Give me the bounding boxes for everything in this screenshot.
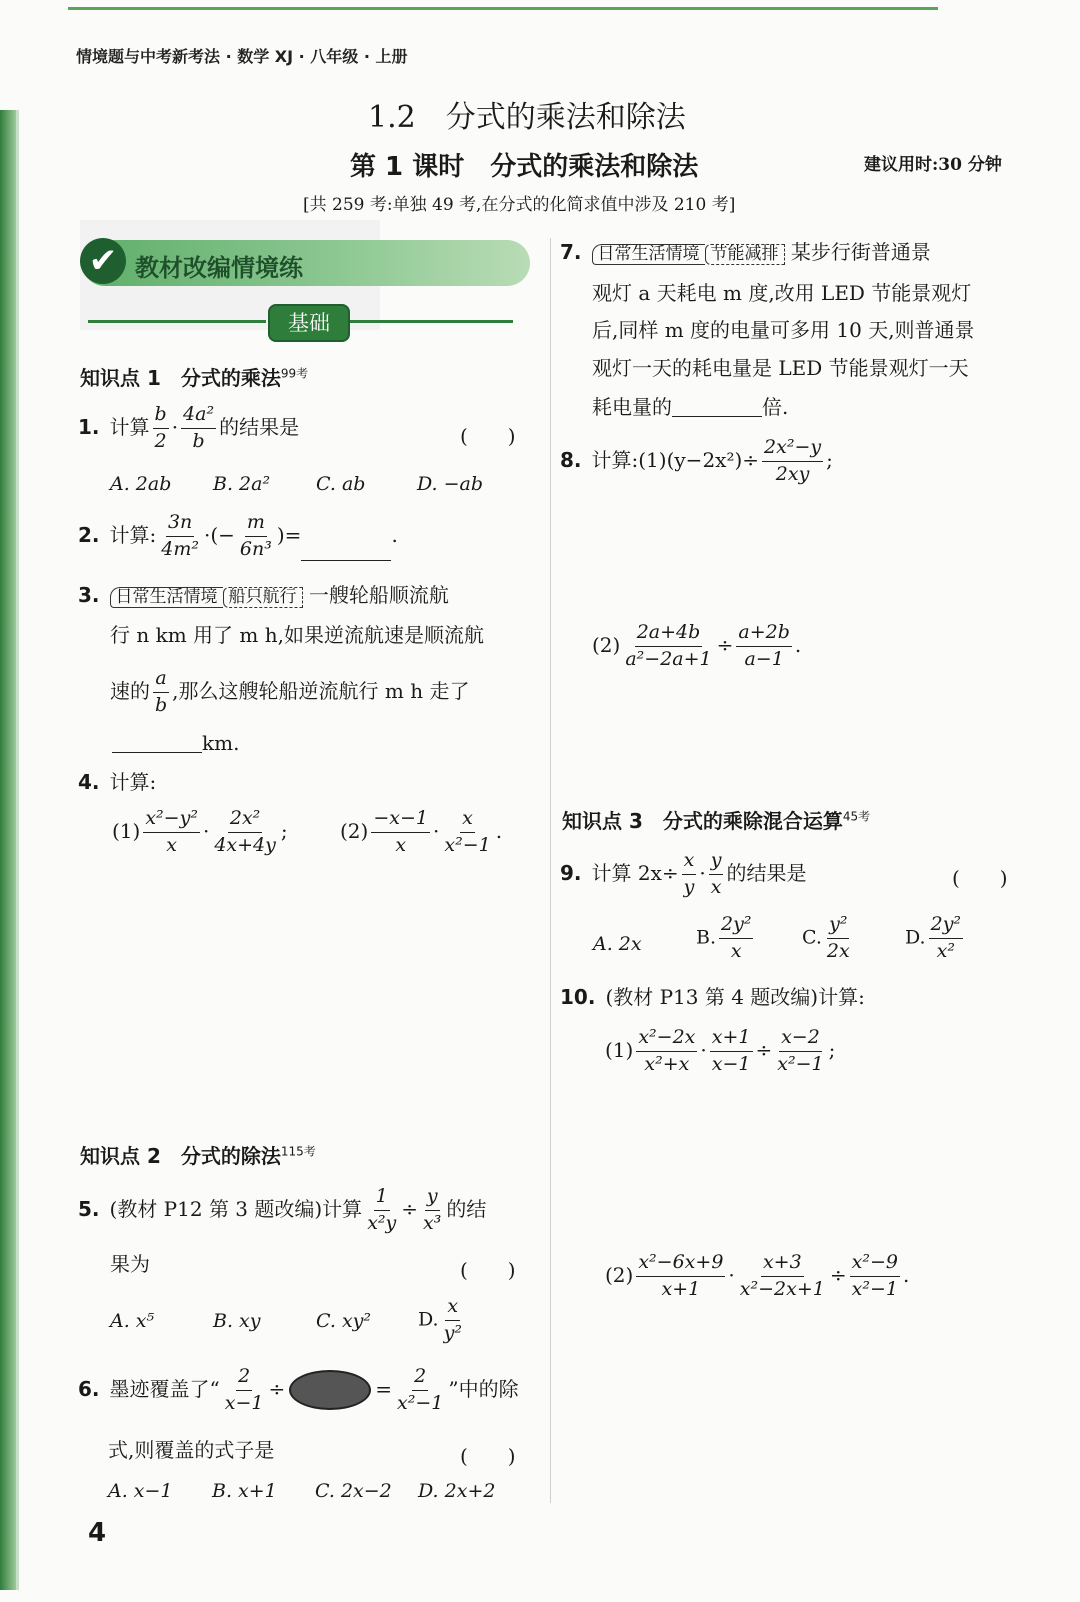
denominator: 2 xyxy=(154,429,167,452)
q5-line-2: 果为 xyxy=(110,1252,150,1276)
option-b[interactable]: B. 2a² xyxy=(213,473,271,495)
question-2 xyxy=(78,512,398,561)
numerator: x²−6x+9 xyxy=(636,1252,725,1277)
fraction xyxy=(442,1296,464,1345)
q10-part-2 xyxy=(605,1252,909,1301)
part-label: (2) xyxy=(340,818,369,843)
denominator: x² xyxy=(936,939,955,962)
question-number: 10. xyxy=(560,985,596,1009)
numerator: a xyxy=(153,668,168,693)
q7-line-2: 观灯 a 天耗电 m 度,改用 LED 节能景观灯 xyxy=(592,281,972,305)
denominator: x−1 xyxy=(711,1052,751,1075)
knowledge-point-3 xyxy=(562,805,870,834)
q-text: 计算: xyxy=(109,770,157,794)
operator: · xyxy=(171,414,179,439)
kp-count: 45考 xyxy=(842,809,871,824)
denominator: x³ xyxy=(423,1211,442,1234)
option-a[interactable]: A. x−1 xyxy=(108,1480,173,1502)
q10-part-1 xyxy=(605,1027,835,1076)
checkmark-icon: ✔ xyxy=(80,238,126,284)
part-label: (2) xyxy=(592,632,621,657)
denominator: y² xyxy=(443,1321,462,1344)
numerator: −x−1 xyxy=(371,808,430,833)
q-text: 耗电量的 xyxy=(592,395,672,419)
paren-close: )= xyxy=(276,522,302,547)
q-text: 的结果是 xyxy=(726,860,807,885)
numerator: 2 xyxy=(236,1366,252,1391)
option-label: C. xyxy=(802,926,822,949)
equals: = xyxy=(375,1376,393,1401)
denominator: x²−1 xyxy=(851,1277,898,1300)
numerator: b xyxy=(153,404,169,429)
punct: ; xyxy=(828,1037,836,1062)
fraction xyxy=(181,404,216,453)
numerator: x xyxy=(682,850,697,875)
numerator: 4a² xyxy=(181,404,216,429)
operator: · xyxy=(204,522,211,547)
fraction xyxy=(929,914,963,963)
numerator: 2 xyxy=(412,1366,428,1391)
kp-label: 知识点 3 分式的乘除混合运算 xyxy=(562,809,843,833)
fraction xyxy=(143,808,200,857)
fraction xyxy=(159,512,201,561)
denominator: x xyxy=(730,939,742,962)
page-number: 4 xyxy=(88,1518,107,1548)
book-title: 情境题与中考新考法 · 数学 XJ · 八年级 · 上册 xyxy=(76,47,408,66)
question-4 xyxy=(78,772,156,792)
q-text: 一艘轮船顺流航 xyxy=(308,583,449,607)
q3-line-2: 行 n km 用了 m h,如果逆流航速是顺流航 xyxy=(110,623,484,647)
fraction xyxy=(850,1252,900,1301)
q-text: 的结果是 xyxy=(219,414,300,439)
fraction xyxy=(736,622,792,671)
numerator: y² xyxy=(827,914,849,939)
numerator: x xyxy=(445,1296,460,1321)
option-label: D. xyxy=(905,926,926,949)
q-text: 计算 2x÷ xyxy=(591,860,679,885)
knowledge-point-2 xyxy=(80,1140,316,1169)
numerator: y xyxy=(709,850,724,875)
operator: ÷ xyxy=(829,1262,847,1287)
part-label: (2) xyxy=(605,1262,634,1287)
option-d[interactable] xyxy=(418,1296,467,1345)
knowledge-point-1 xyxy=(80,362,308,391)
denominator: x²+x xyxy=(644,1052,690,1075)
option-a[interactable]: A. 2ab xyxy=(110,473,172,495)
question-number: 7. xyxy=(560,240,582,264)
fraction xyxy=(709,850,724,899)
context-tag: 日常生活情境 xyxy=(110,587,223,608)
option-a[interactable]: A. x⁵ xyxy=(110,1310,155,1332)
question-1 xyxy=(78,404,299,453)
kp-label: 知识点 2 分式的除法 xyxy=(80,1144,281,1168)
q6-line-2: 式,则覆盖的式子是 xyxy=(108,1438,275,1462)
numerator: 3n xyxy=(166,512,194,537)
fraction xyxy=(238,512,274,561)
q-text: ”中的除 xyxy=(448,1376,519,1401)
section-title: 1.2 分式的乘法和除法 xyxy=(368,100,686,135)
fraction xyxy=(825,914,852,963)
q3-line-3 xyxy=(110,668,469,717)
kp-label: 知识点 1 分式的乘法 xyxy=(80,366,281,390)
numerator: 2y² xyxy=(719,914,753,939)
operator: · xyxy=(728,1262,735,1287)
option-d[interactable] xyxy=(905,914,966,963)
numerator: x+3 xyxy=(761,1252,804,1277)
part-label: (1) xyxy=(605,1037,634,1062)
question-number: 8. xyxy=(560,447,582,472)
top-rule xyxy=(68,7,938,10)
lesson-title: 第 1 课时 分式的乘法和除法 xyxy=(350,152,699,182)
denominator: x xyxy=(710,875,722,898)
punct: . xyxy=(794,632,802,657)
denominator: x−1 xyxy=(224,1391,264,1414)
fraction xyxy=(623,622,713,671)
q4-part-2 xyxy=(340,808,502,857)
denominator: x²−1 xyxy=(777,1052,824,1075)
q-text: 某步行街普通景 xyxy=(790,240,931,264)
operator: · xyxy=(202,818,210,843)
period: . xyxy=(391,522,398,547)
denominator: x xyxy=(395,833,407,856)
question-8 xyxy=(560,437,833,486)
fraction xyxy=(371,808,430,857)
fraction xyxy=(421,1186,443,1235)
fraction xyxy=(223,1366,266,1415)
denominator: b xyxy=(155,693,168,716)
paren-open: (− xyxy=(210,522,235,547)
question-9 xyxy=(560,850,806,899)
numerator: a+2b xyxy=(736,622,792,647)
numerator: x xyxy=(460,808,475,833)
fraction xyxy=(762,437,823,486)
denominator: x xyxy=(166,833,177,856)
option-label: B. xyxy=(696,926,717,949)
option-b[interactable]: B. x+1 xyxy=(212,1480,277,1502)
unit: km. xyxy=(202,731,240,755)
fraction xyxy=(442,808,492,857)
option-label: D. xyxy=(418,1308,439,1331)
answer-paren[interactable]: ( ) xyxy=(460,424,516,448)
exam-stats: [共 259 考:单独 49 考,在分式的化简求值中涉及 210 考] xyxy=(303,195,736,215)
q-text: 计算:(1)(y−2x²)÷ xyxy=(591,447,760,472)
denominator: x²y xyxy=(367,1211,397,1234)
answer-blank[interactable] xyxy=(672,398,762,417)
answer-blank[interactable] xyxy=(301,542,391,561)
question-5 xyxy=(78,1186,486,1235)
option-b[interactable]: B. xy xyxy=(213,1310,261,1332)
question-number: 2. xyxy=(78,522,100,547)
q-text: 计算: xyxy=(109,522,157,547)
numerator: 1 xyxy=(374,1186,390,1211)
option-c[interactable]: C. 2x−2 xyxy=(315,1480,392,1502)
option-d[interactable]: D. −ab xyxy=(417,473,484,495)
answer-paren[interactable]: ( ) xyxy=(460,1444,516,1468)
banner-title: 教材改编情境练 xyxy=(135,254,303,282)
fraction xyxy=(395,1366,445,1415)
level-line-right xyxy=(348,320,513,323)
answer-paren[interactable]: ( ) xyxy=(460,1258,516,1282)
fraction xyxy=(636,1027,697,1076)
denominator: y xyxy=(683,875,695,898)
numerator: y xyxy=(425,1186,440,1211)
q-text: (教材 P13 第 4 题改编)计算: xyxy=(605,985,865,1009)
operator: ÷ xyxy=(755,1037,773,1062)
fraction xyxy=(636,1252,725,1301)
option-c[interactable]: C. xy² xyxy=(316,1310,372,1332)
numerator: x²−9 xyxy=(850,1252,900,1277)
denominator: 4x+4y xyxy=(214,833,276,856)
question-7 xyxy=(560,242,931,265)
q7-line-5 xyxy=(592,397,788,417)
q8-part-2 xyxy=(592,622,801,671)
option-c[interactable] xyxy=(802,914,855,963)
q-text: (教材 P12 第 3 题改编)计算 xyxy=(109,1196,363,1221)
column-divider xyxy=(550,238,551,1503)
numerator: 2a+4b xyxy=(635,622,703,647)
page-edge-highlight xyxy=(16,110,19,1590)
part-label: (1) xyxy=(112,818,141,843)
fraction xyxy=(710,1027,753,1076)
fraction xyxy=(719,914,753,963)
numerator: 2y² xyxy=(929,914,963,939)
operator: · xyxy=(700,1037,707,1062)
option-d[interactable]: D. 2x+2 xyxy=(418,1480,496,1502)
numerator: 2x²−y xyxy=(762,437,823,462)
denominator: 6n³ xyxy=(239,537,272,560)
option-a[interactable]: A. 2x xyxy=(593,933,642,955)
q3-line-4 xyxy=(112,733,239,753)
q-text: 墨迹覆盖了“ xyxy=(109,1376,220,1401)
kp-count: 99考 xyxy=(280,366,309,381)
numerator: x+1 xyxy=(710,1027,753,1052)
numerator: m xyxy=(245,512,267,537)
operator: ÷ xyxy=(268,1376,286,1401)
q4-part-1 xyxy=(112,808,288,857)
denominator: b xyxy=(192,429,205,452)
punct: . xyxy=(902,1262,910,1287)
suggested-time: 建议用时:30 分钟 xyxy=(864,155,1002,175)
topic-tag: 船只航行 xyxy=(223,587,303,608)
q-text: ,那么这艘轮船逆流航行 m h 走了 xyxy=(172,678,470,703)
punct: . xyxy=(495,818,503,843)
fraction xyxy=(682,850,697,899)
question-10 xyxy=(560,987,865,1007)
fraction xyxy=(212,808,278,857)
context-tag: 日常生活情境 xyxy=(592,244,705,265)
denominator: x²−2x+1 xyxy=(739,1277,825,1300)
question-6 xyxy=(78,1366,519,1415)
numerator: x−2 xyxy=(779,1027,822,1052)
denominator: x+1 xyxy=(661,1277,701,1300)
kp-count: 115考 xyxy=(280,1144,316,1159)
denominator: x²−1 xyxy=(444,833,491,856)
denominator: 2x xyxy=(826,939,850,962)
q-text: 速的 xyxy=(110,678,150,703)
operator: ÷ xyxy=(401,1196,419,1221)
denominator: a−1 xyxy=(744,647,784,670)
q-text: 计算 xyxy=(109,414,150,439)
operator: · xyxy=(433,818,440,843)
fraction xyxy=(775,1027,825,1076)
ink-blot xyxy=(289,1370,371,1410)
q-text: 倍. xyxy=(762,395,789,419)
option-b[interactable] xyxy=(696,914,756,963)
level-badge: 基础 xyxy=(268,304,350,342)
question-number: 5. xyxy=(78,1196,100,1221)
answer-blank[interactable] xyxy=(112,734,202,753)
punct: ; xyxy=(826,447,833,472)
q-text: 的结 xyxy=(446,1196,487,1221)
denominator: 4m² xyxy=(161,537,199,560)
operator: · xyxy=(699,860,706,885)
fraction xyxy=(365,1186,398,1235)
fraction xyxy=(153,404,169,453)
question-3 xyxy=(78,585,449,608)
question-number: 1. xyxy=(78,414,100,439)
operator: ÷ xyxy=(716,632,734,657)
question-number: 4. xyxy=(78,770,100,794)
topic-tag: 节能减排 xyxy=(705,244,785,265)
numerator: 2x² xyxy=(228,808,262,833)
punct: ; xyxy=(280,818,288,843)
fraction xyxy=(738,1252,827,1301)
q7-line-3: 后,同样 m 度的电量可多用 10 天,则普通景 xyxy=(592,318,975,342)
level-line-left xyxy=(88,320,266,323)
question-number: 9. xyxy=(560,860,582,885)
q7-line-4: 观灯一天的耗电量是 LED 节能景观灯一天 xyxy=(592,356,969,380)
denominator: 2xy xyxy=(775,462,810,485)
numerator: x²−2x xyxy=(636,1027,697,1052)
fraction xyxy=(153,668,169,717)
answer-paren[interactable]: ( ) xyxy=(952,866,1008,890)
denominator: a²−2a+1 xyxy=(625,647,712,670)
page-edge xyxy=(0,110,16,1590)
question-number: 3. xyxy=(78,583,100,607)
option-c[interactable]: C. ab xyxy=(316,473,366,495)
question-number: 6. xyxy=(78,1376,100,1401)
denominator: x²−1 xyxy=(397,1391,444,1414)
numerator: x²−y² xyxy=(143,808,200,833)
